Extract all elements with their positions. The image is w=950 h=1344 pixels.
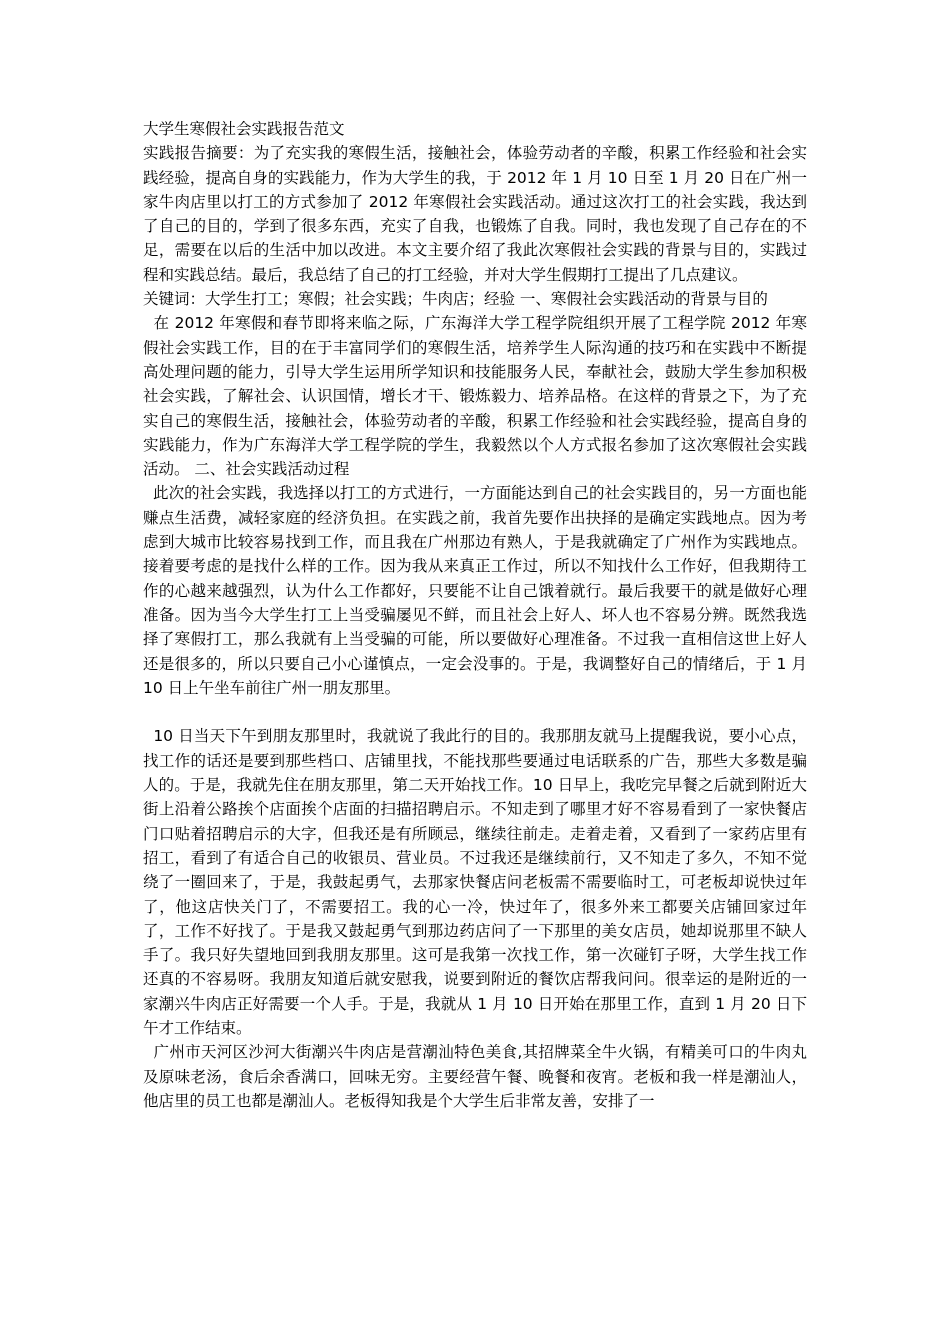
- paragraph-spacer: [143, 700, 807, 724]
- abstract-paragraph: 实践报告摘要：为了充实我的寒假生活，接触社会，体验劳动者的辛酸，积累工作经验和社会实践经验，提高自身的实践能力，作为大学生的我，于 2012 年 1 月 10 日至 1 月 20 日在广州一家牛肉店里以打工的方式参加了 2012 年寒假社会实践活动。通过这次打工的社会实践，我达到了自己的目的，学到了很多东西，充实了自我，也锻炼了自我。同时，我也发现了自己存在的不足，需要在以后的生活中加以改进。本文主要介绍了我此次寒假社会实践的背景与目的，实践过程和实践总结。最后，我总结了自己的打工经验，并对大学生假期打工提出了几点建议。: [143, 144, 807, 284]
- body-paragraph-background: 在 2012 年寒假和春节即将来临之际，广东海洋大学工程学院组织开展了工程学院 2012 年寒假社会实践工作，目的在于丰富同学们的寒假生活，培养学生人际沟通的技巧和在实践中不断提高处理问题的能力，引导大学生运用所学知识和技能服务人民，奉献社会，鼓励大学生参加积极社会实践，了解社会、认识国情，增长才干、锻炼毅力、培养品格。在这样的背景之下，为了充实自己的寒假生活，接触社会，体验劳动者的辛酸，积累工作经验和社会实践经验，提高自身的实践能力，作为广东海洋大学工程学院的学生，我毅然以个人方式报名参加了这次寒假社会实践活动。 二、社会实践活动过程: [143, 314, 807, 479]
- body-paragraph-job-search: 10 日当天下午到朋友那里时，我就说了我此行的目的。我那朋友就马上提醒我说，要小心点，找工作的话还是要到那些档口、店铺里找，不能找那些要通过电话联系的广告，那些大多数是骗人的。于是，我就先住在朋友那里，第二天开始找工作。10 日早上，我吃完早餐之后就到附近大街上沿着公路挨个店面挨个店面的扫描招聘启示。不知走到了哪里才好不容易看到了一家快餐店门口贴着招聘启示的大字，但我还是有所顾忌，继续往前走。走着走着，又看到了一家药店里有招工，看到了有适合自己的收银员、营业员。不过我还是继续前行，又不知走了多久，不知不觉绕了一圈回来了，于是，我鼓起勇气，去那家快餐店问老板需不需要临时工，可老板却说快过年了，他这店快关门了，不需要招工。我的心一冷，快过年了，很多外来工都要关店铺回家过年了，工作不好找了。于是我又鼓起勇气到那边药店问了一下那里的美女店员，她却说那里不缺人手了。我只好失望地回到我朋友那里。这可是我第一次找工作，第一次碰钉子呀，大学生找工作还真的不容易呀。我朋友知道后就安慰我，说要到附近的餐饮店帮我问问。很幸运的是附近的一家潮兴牛肉店正好需要一个人手。于是，我就从 1 月 10 日开始在那里工作，直到 1 月 20 日下午才工作结束。: [143, 727, 807, 1037]
- document-title: 大学生寒假社会实践报告范文: [143, 120, 345, 138]
- document-body: [143, 117, 812, 1113]
- keywords-paragraph: 关键词：大学生打工；寒假；社会实践；牛肉店；经验 一、寒假社会实践活动的背景与目的: [143, 290, 768, 309]
- body-paragraph-process: 此次的社会实践，我选择以打工的方式进行，一方面能达到自己的社会实践目的，另一方面也能赚点生活费，减轻家庭的经济负担。在实践之前，我首先要作出抉择的是确定实践地点。因为考虑到大城市比较容易找到工作，而且我在广州那边有熟人，于是我就确定了广州作为实践地点。接着要考虑的是找什么样的工作。因为我从来真正工作过，所以不知找什么工作好，但我期待工作的心越来越强烈，认为什么工作都好，只要能不让自己饿着就行。最后我要干的就是做好心理准备。因为当今大学生打工上当受骗屡见不鲜，而且社会上好人、坏人也不容易分辨。既然我选择了寒假打工，那么我就有上当受骗的可能，所以要做好心理准备。不过我一直相信这世上好人还是很多的，所以只要自己小心谨慎点，一定会没事的。于是，我调整好自己的情绪后，于 1 月 10 日上午坐车前往广州一朋友那里。: [143, 484, 812, 697]
- body-paragraph-restaurant: 广州市天河区沙河大街潮兴牛肉店是营潮汕特色美食,其招牌菜全牛火锅，有精美可口的牛肉丸及原味老汤，食后余香满口，回味无穷。主要经营午餐、晚餐和夜宵。老板和我一样是潮汕人，他店里的员工也都是潮汕人。老板得知我是个大学生后非常友善，安排了一: [143, 1043, 807, 1110]
